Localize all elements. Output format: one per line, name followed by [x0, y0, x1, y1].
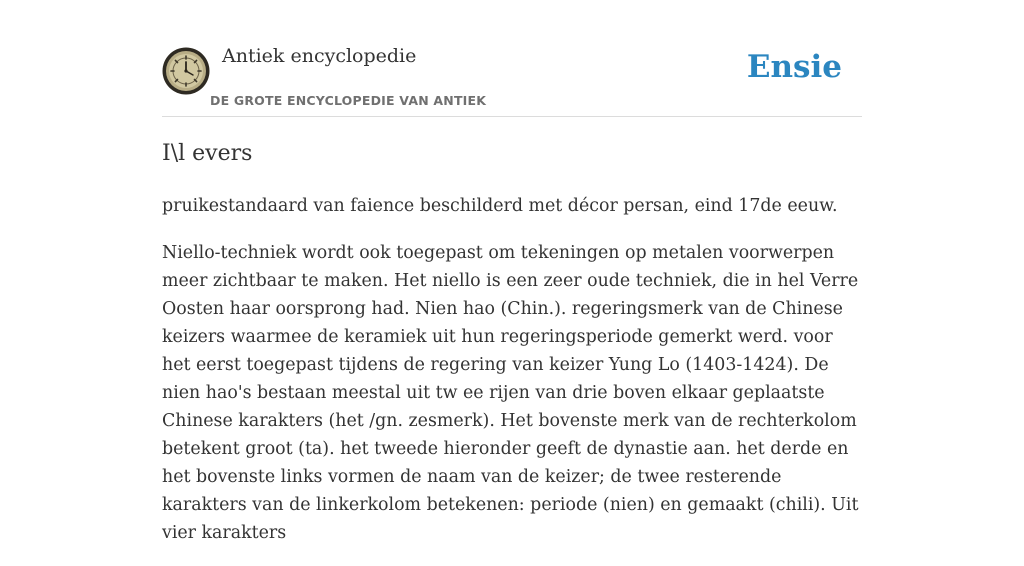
antique-clock-icon[interactable]	[162, 47, 210, 95]
entry-title: I\l evers	[162, 141, 253, 166]
entry-content	[162, 138, 864, 566]
entry-paragraph: Niello-techniek wordt ook toegepast om tekeningen op metalen voorwerpen meer zichtbaar te maken. Het niello is een zeer oude techniek, die in hel Verre Oosten haar oorsprong had. Nien hao (Chin.). regeringsmerk van de Chinese keizers waarmee de keramiek uit hun regeringsperiode gemerkt werd. voor het eerst toegepast tijdens de regering van keizer Yung Lo (1403-1424). De nien hao's bestaan meestal uit tw ee rijen van drie boven elkaar geplaatste Chinese karakters (het /gn. zesmerk). Het bovenste merk van de rechterkolom betekent groot (ta). het tweede hieronder geeft de dynastie aan. het derde en het bovenste links vormen de naam van de keizer; de twee resterende karakters van de linkerkolom betekenen: periode (nien) en gemaakt (chili). Uit vier karakters	[162, 243, 859, 543]
site-title[interactable]: Antiek encyclopedie	[222, 45, 417, 67]
entry-paragraph: pruikestandaard van faience beschilderd met décor persan, eind 17de eeuw.	[162, 196, 838, 216]
site-header	[162, 0, 862, 117]
brand-logo[interactable]: Ensie	[746, 49, 842, 85]
site-tagline: DE GROTE ENCYCLOPEDIE VAN ANTIEK	[210, 93, 487, 108]
